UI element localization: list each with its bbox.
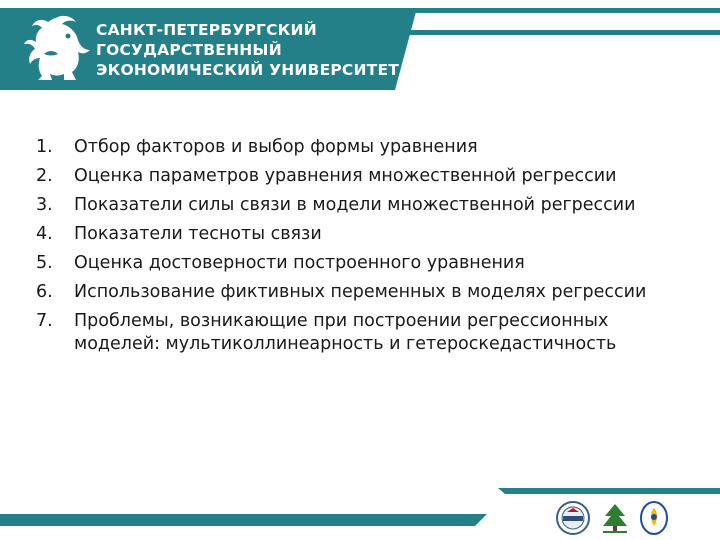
agenda-item [36, 281, 686, 304]
griffin-logo-icon [18, 14, 96, 86]
agenda-item-number: 3. [36, 195, 53, 215]
agenda-list [36, 136, 686, 362]
agenda-item [36, 165, 686, 188]
agenda-item-number: 7. [36, 311, 53, 331]
agenda-item [36, 223, 686, 246]
agenda-item [36, 194, 686, 217]
partner-seal-icon [555, 500, 591, 536]
agenda-item-number: 2. [36, 166, 53, 186]
agenda-item-text: Отбор факторов и выбор формы уравнения [74, 137, 478, 157]
agenda-item-text: Проблемы, возникающие при построении регрессионных моделей: мультиколлинеарность и гетероскедастичность [74, 311, 617, 354]
agenda-item-number: 4. [36, 224, 53, 244]
university-name-line-1: САНКТ-ПЕТЕРБУРГСКИЙ [96, 21, 317, 39]
university-name-line-3: ЭКОНОМИЧЕСКИЙ УНИВЕРСИТЕТ [96, 61, 400, 79]
partner-tree-icon [597, 500, 633, 536]
agenda-item-text: Оценка параметров уравнения множественной регрессии [74, 166, 617, 186]
university-name-line-2: ГОСУДАРСТВЕННЫЙ [96, 41, 282, 59]
agenda-item-text: Использование фиктивных переменных в моделях регрессии [74, 282, 647, 302]
agenda-item-text: Показатели силы связи в модели множественной регрессии [74, 195, 636, 215]
footer-stripe-top [505, 488, 720, 494]
agenda-item [36, 252, 686, 275]
agenda-item [36, 136, 686, 159]
university-name [96, 20, 399, 80]
agenda-item-number: 6. [36, 282, 53, 302]
header-stripe-top [417, 8, 720, 13]
agenda-item-text: Оценка достоверности построенного уравнения [74, 253, 525, 273]
header-stripe-middle [360, 30, 720, 35]
agenda-item-text: Показатели тесноты связи [74, 224, 322, 244]
partner-emblem-icon [636, 500, 672, 536]
agenda-item-number: 1. [36, 137, 53, 157]
agenda-item [36, 310, 686, 356]
footer-band [0, 514, 475, 526]
agenda-item-number: 5. [36, 253, 53, 273]
